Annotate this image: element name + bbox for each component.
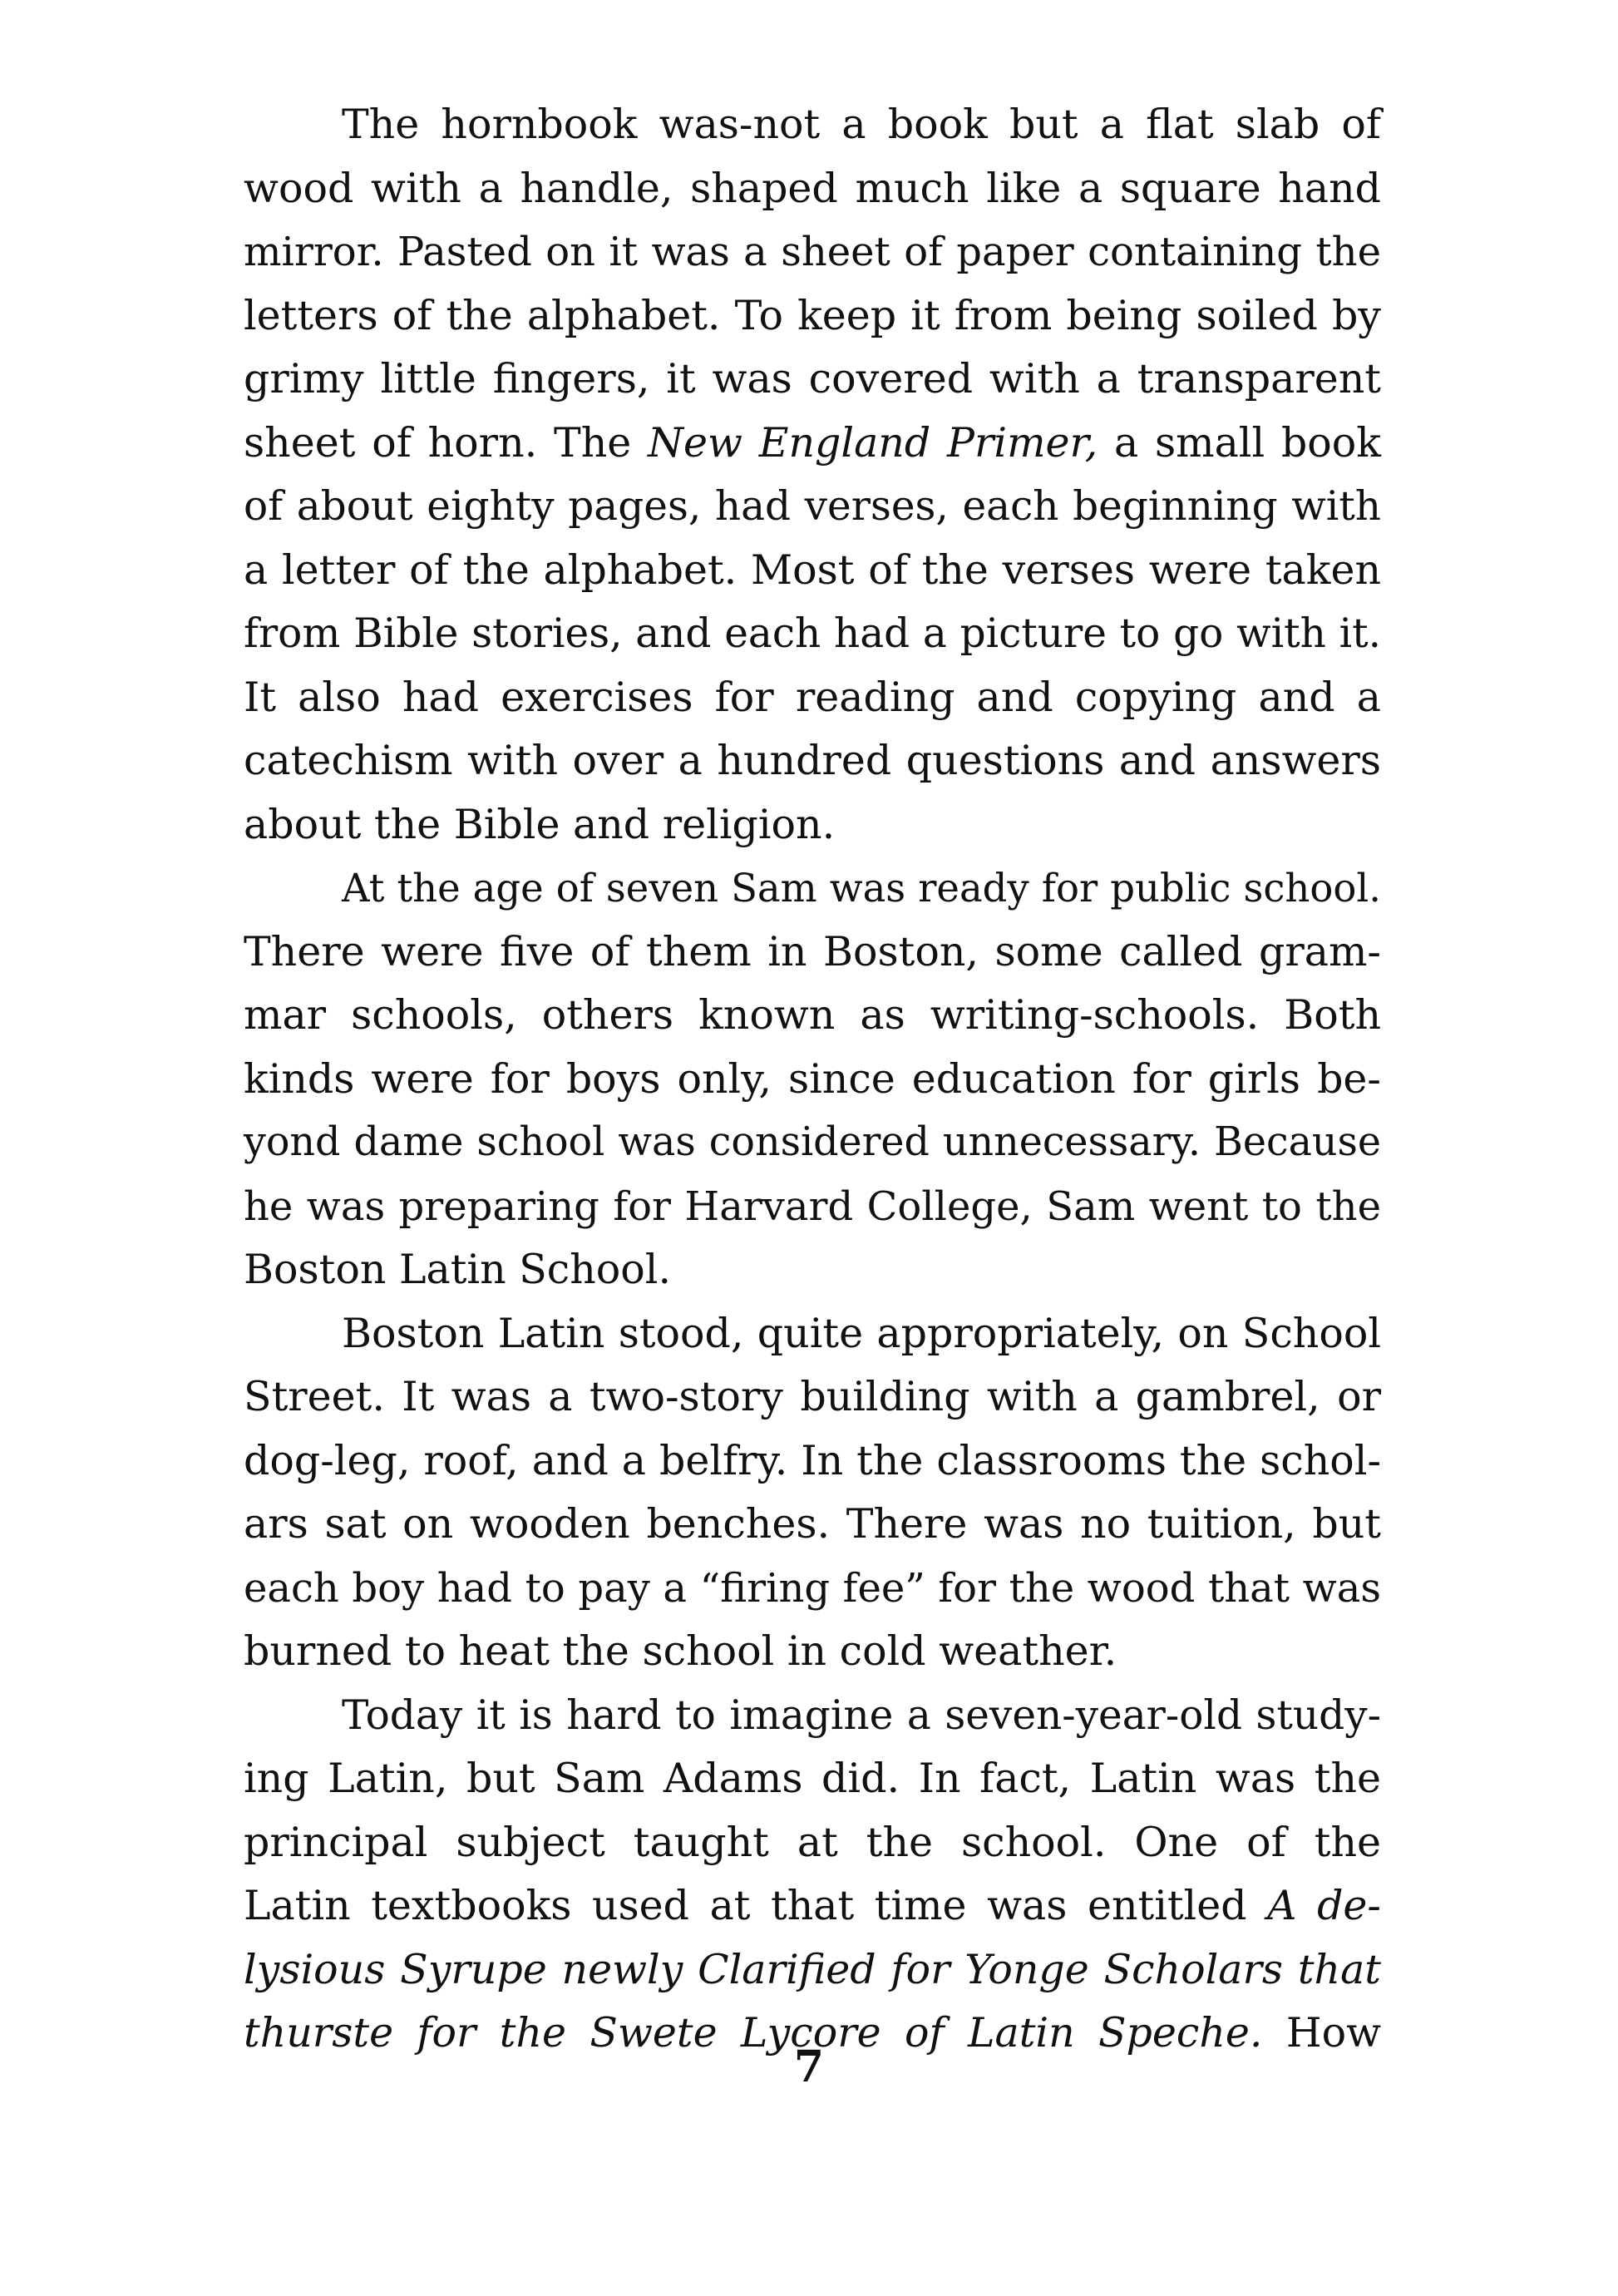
- text-line: he was preparing for Harvard College, Sam went to the: [244, 1183, 1381, 1230]
- text-segment: a small book: [1098, 418, 1381, 467]
- text-line: letters of the alphabet. To keep it from being soiled by: [244, 291, 1381, 339]
- text-line: Boston Latin stood, quite appropriately, on School: [342, 1309, 1381, 1357]
- text-line: ing Latin, but Sam Adams did. In fact, Latin was the: [244, 1755, 1381, 1802]
- text-line: Today it is hard to imagine a seven-year-old study-: [342, 1691, 1381, 1739]
- text-line: yond dame school was considered unnecessary. Because: [244, 1119, 1381, 1165]
- text-line: principal subject taught at the school. One of the: [244, 1818, 1381, 1866]
- text-line: from Bible stories, and each had a picture to go with it.: [244, 610, 1381, 657]
- text-line: burned to heat the school in cold weather.: [244, 1627, 1117, 1675]
- text-line: mirror. Pasted on it was a sheet of paper containing the: [244, 229, 1381, 275]
- text-segment: How: [1262, 2009, 1382, 2057]
- text-line: [244, 1874, 1381, 1938]
- italic-title-text: New England Primer,: [648, 418, 1098, 467]
- italic-title-text: A de-: [1267, 1882, 1381, 1929]
- text-line: grimy little fingers, it was covered with a transparent: [244, 355, 1381, 402]
- text-segment: Latin textbooks used at that time was entitled: [244, 1882, 1268, 1929]
- text-line: each boy had to pay a “firing fee” for the wood that was: [244, 1564, 1381, 1612]
- text-line: kinds were for boys only, since education for girls be-: [244, 1054, 1381, 1103]
- body-text: [244, 93, 1381, 2066]
- text-line: wood with a handle, shaped much like a square hand: [244, 164, 1381, 212]
- text-line: Boston Latin School.: [244, 1246, 672, 1293]
- text-line: At the age of seven Sam was ready for public school.: [342, 866, 1381, 911]
- text-line: [244, 412, 1381, 476]
- italic-title-text: thurste for the Swete Lycore of Latin Speche.: [244, 2009, 1263, 2057]
- text-line: Street. It was a two-story building with a gambrel, or: [244, 1373, 1381, 1420]
- text-line: about the Bible and religion.: [244, 800, 836, 848]
- text-line: a letter of the alphabet. Most of the verses were taken: [244, 546, 1381, 594]
- text-line: It also had exercises for reading and copying and a: [244, 673, 1381, 721]
- text-segment: sheet of horn. The: [244, 418, 649, 467]
- page-number: 7: [793, 2042, 825, 2092]
- text-line: There were five of them in Boston, some called gram-: [244, 927, 1381, 975]
- text-line: [244, 1938, 1381, 2002]
- text-line: of about eighty pages, had verses, each beginning with: [244, 483, 1381, 530]
- text-line: catechism with over a hundred questions and answers: [244, 737, 1381, 784]
- text-line: ars sat on wooden benches. There was no tuition, but: [244, 1500, 1381, 1548]
- text-line: mar schools, others known as writing-schools. Both: [244, 991, 1381, 1039]
- text-line: dog-leg, roof, and a belfry. In the classrooms the schol-: [244, 1436, 1381, 1484]
- text-line: The hornbook was-not a book but a flat slab of: [342, 101, 1381, 148]
- italic-title-text: lysious Syrupe newly Clarified for Yonge Scholars that: [244, 1945, 1381, 1993]
